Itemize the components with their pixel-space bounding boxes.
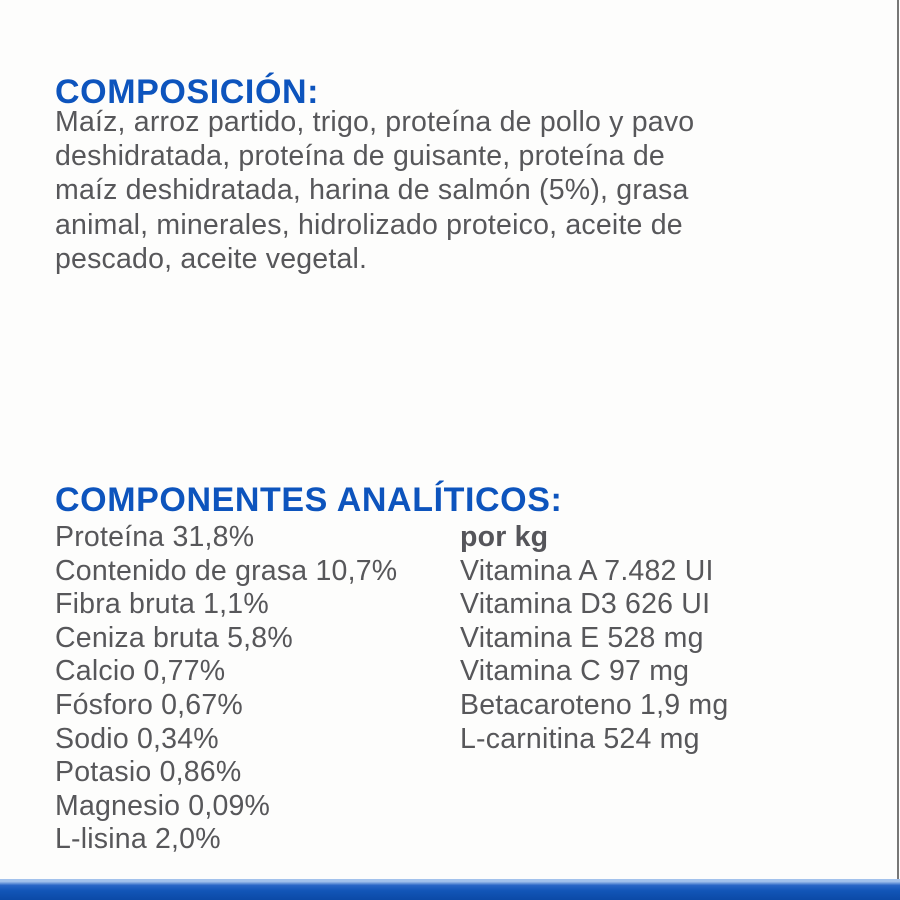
ingredients-line: animal, minerales, hidrolizado proteico, aceite de (55, 208, 683, 241)
per-kg-header: por kg (460, 521, 549, 553)
per-kg-list (460, 521, 728, 756)
composition-title: COMPOSICIÓN: (55, 72, 320, 111)
per-kg-item: Vitamina E 528 mg (460, 621, 704, 654)
per-kg-item: Betacaroteno 1,9 mg (460, 688, 729, 721)
nutrient-item: Proteína 31,8% (55, 521, 255, 553)
nutrient-item: Magnesio 0,09% (55, 789, 271, 822)
ingredients-line: maíz deshidratada, harina de salmón (5%), grasa (55, 174, 689, 207)
per-kg-item: L-carnitina 524 mg (460, 722, 700, 755)
nutrient-item: Potasio 0,86% (55, 756, 242, 789)
nutrient-item: Ceniza bruta 5,8% (55, 621, 293, 654)
per-kg-item: Vitamina D3 626 UI (460, 588, 711, 621)
nutrient-item: Sodio 0,34% (55, 722, 219, 755)
nutrient-item: Fibra bruta 1,1% (55, 588, 269, 621)
nutrient-item: Calcio 0,77% (55, 655, 226, 688)
ingredients-line: deshidratada, proteína de guisante, proteína de (55, 140, 665, 173)
nutrient-item: L-lisina 2,0% (55, 823, 221, 856)
nutrient-list (55, 521, 397, 857)
analytical-components-title: COMPONENTES ANALÍTICOS: (55, 480, 563, 519)
footer-blue-bar (0, 879, 900, 900)
ingredients-line: Maíz, arroz partido, trigo, proteína de pollo y pavo (55, 106, 695, 138)
ingredients-line: pescado, aceite vegetal. (55, 242, 368, 275)
per-kg-item: Vitamina A 7.482 UI (460, 554, 714, 587)
nutrient-item: Fósforo 0,67% (55, 688, 243, 721)
nutrient-item: Contenido de grasa 10,7% (55, 554, 398, 587)
per-kg-item: Vitamina C 97 mg (460, 655, 690, 688)
composition-ingredients-text (55, 105, 694, 276)
right-edge-artifact-line (897, 0, 899, 880)
